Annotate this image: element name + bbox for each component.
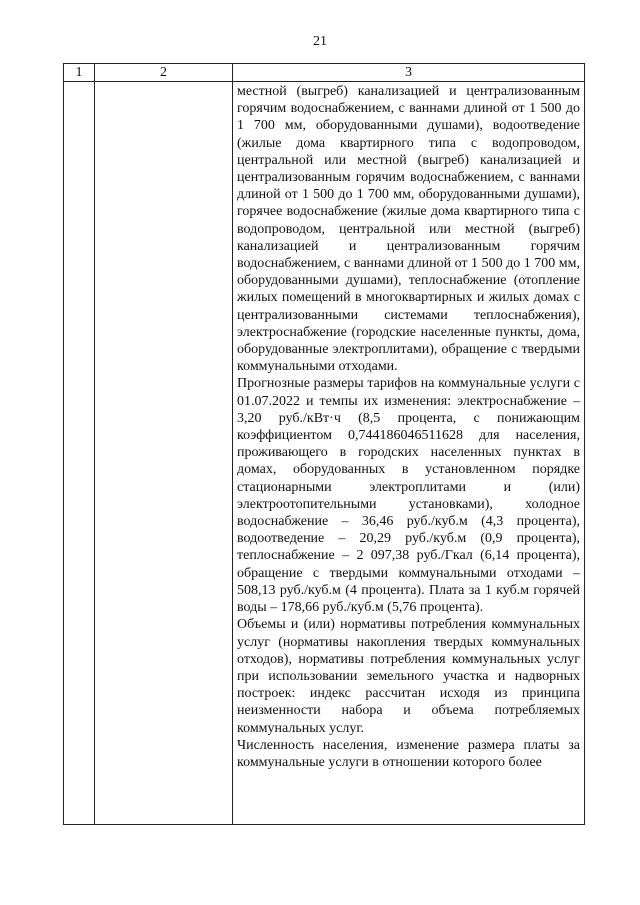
paragraph-4: Численность населения, изменение размера платы за коммунальные услуги в отношении которого более xyxy=(237,737,580,770)
column-header-2: 2 xyxy=(95,64,233,82)
table-header-row xyxy=(64,64,585,82)
column-header-1: 1 xyxy=(64,64,95,82)
column-1-cell xyxy=(64,82,95,825)
column-2-cell xyxy=(95,82,233,825)
table-row xyxy=(64,82,585,825)
page-number: 21 xyxy=(313,34,327,49)
paragraph-1: местной (выгреб) канализацией и централизованным горячим водоснабжением, с ваннами длиной от 1 500 до 1 700 мм, оборудованными душами), водоотведение (жилые дома квартирного типа с водопроводом, центральной или местной (выгреб) канализацией и централизованным горячим водоснабжением, с ваннами длиной от 1 500 до 1 700 мм, оборудованными душами), горячее водоснабжение (жилые дома квартирного типа с водопроводом, центральной или местной (выгреб) канализацией и централизованным горячим водоснабжением, с ваннами длиной от 1 500 до 1 700 мм, оборудованными душами), теплоснабжение (отопление жилых помещений в многоквартирных и жилых домах с централизованными системами теплоснабжения), электроснабжение (городские населенные пункты, дома, оборудованные электроплитами), обращение с твердыми коммунальными отходами. xyxy=(237,84,580,375)
column-header-3: 3 xyxy=(233,64,585,82)
paragraph-3: Объемы и (или) нормативы потребления коммунальных услуг (нормативы накопления твердых коммунальных отходов), нормативы потребления коммунальных услуг при использовании земельного участка и надворных построек: индекс рассчитан исходя из принципа неизменности набора и объема потребляемых коммунальных услуг. xyxy=(237,617,580,736)
paragraph-2: Прогнозные размеры тарифов на коммунальные услуги с 01.07.2022 и темпы их изменения: электроснабжение – 3,20 руб./кВт·ч (8,5 процента, с понижающим коэффициентом 0,744186046511628 для населения, проживающего в городских населенных пунктах в домах, оборудованных в установленном порядке стационарными электроплитами и (или) электроотопительными установками), холодное водоснабжение – 36,46 руб./куб.м (4,3 процента), водоотведение – 20,29 руб./куб.м (0,9 процента), теплоснабжение – 2 097,38 руб./Гкал (6,14 процента), обращение с твердыми коммунальными отходами – 508,13 руб./куб.м (4 процента). Плата за 1 куб.м горячей воды – 178,66 руб./куб.м (5,76 процента). xyxy=(237,376,580,616)
column-3-cell xyxy=(233,82,585,825)
document-table xyxy=(63,63,585,825)
